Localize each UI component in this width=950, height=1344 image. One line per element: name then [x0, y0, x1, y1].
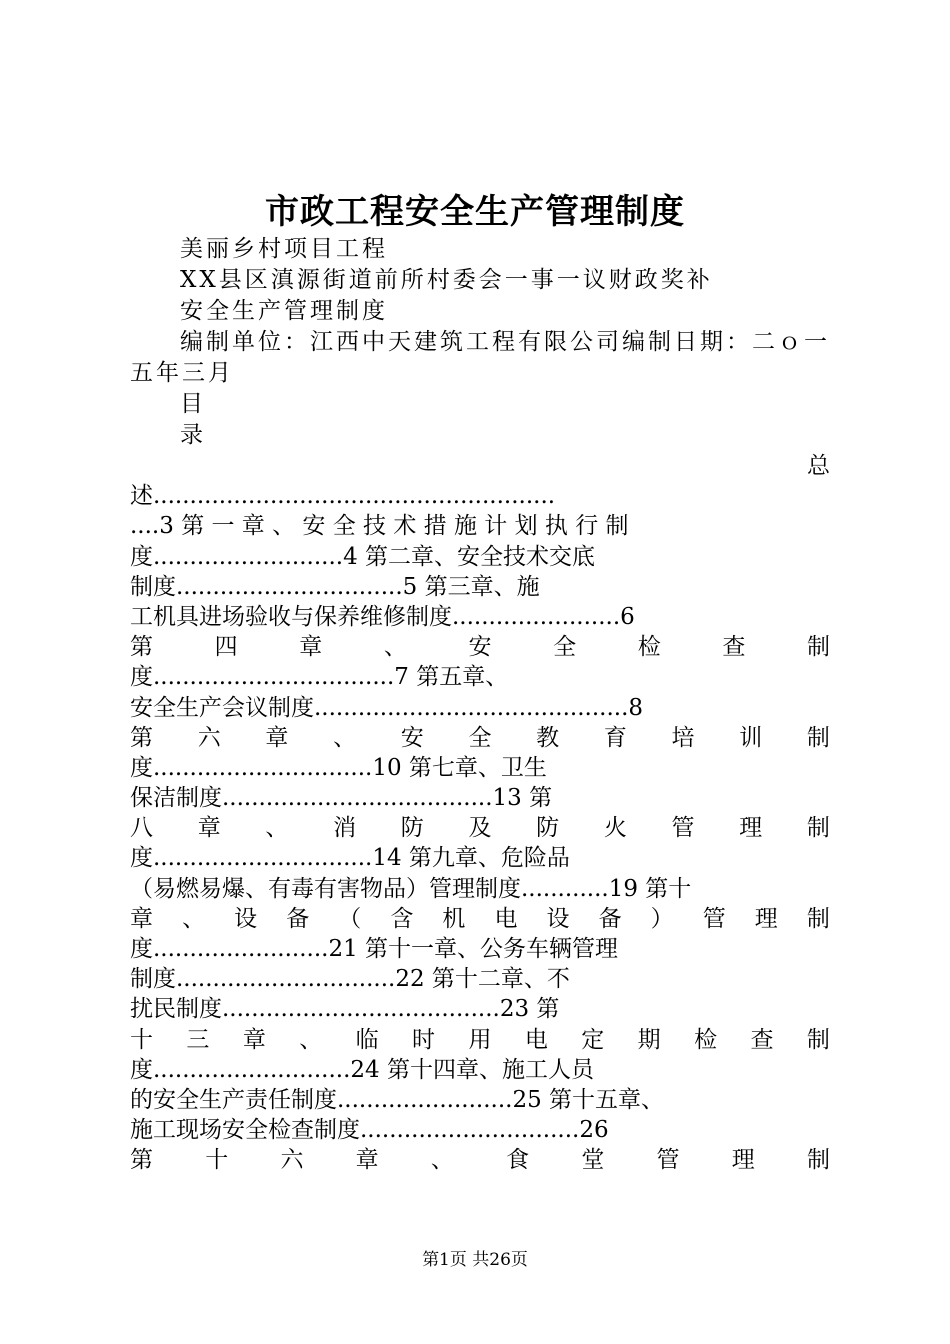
toc-line: 度..........................4 第二章、安全技术交底 — [130, 543, 596, 570]
toc-token: 六 — [280, 1147, 304, 1174]
toc-heading-part2: 录 — [180, 422, 206, 448]
toc-token: 十 — [205, 1147, 229, 1174]
toc-line: 度...........................24 第十四章、施工人员 — [130, 1056, 594, 1083]
toc-token: 查 — [750, 1026, 774, 1053]
toc-token: 、 — [430, 1147, 454, 1174]
toc-token: 检 — [694, 1026, 718, 1053]
project-location: XX县区滇源街道前所村委会一事一议财政奖补 — [180, 267, 713, 293]
toc-line: （易燃易爆、有毒有害物品）管理制度............19 第十 — [130, 875, 692, 902]
document-subtitle: 安全生产管理制度 — [180, 298, 388, 324]
toc-token: 备 — [598, 905, 622, 932]
toc-line: 施工现场安全检查制度..............................26 — [130, 1117, 609, 1144]
toc-token: 火 — [603, 815, 627, 842]
toc-token: 、 — [265, 815, 289, 842]
toc-line: 总 — [807, 453, 830, 479]
toc-line: 工机具进场验收与保养维修制度.......................6 — [130, 603, 635, 630]
toc-token: 设 — [546, 905, 570, 932]
toc-token: ） — [650, 905, 674, 932]
toc-token: 临 — [355, 1026, 379, 1053]
toc-token: 消 — [333, 815, 357, 842]
toc-heading-part1: 目 — [180, 391, 206, 417]
toc-token: 全 — [468, 724, 492, 751]
toc-token: 章 — [299, 634, 323, 661]
toc-token: 理 — [754, 905, 778, 932]
toc-token: 时 — [412, 1026, 436, 1053]
toc-line: 度..............................10 第七章、卫生 — [130, 754, 547, 781]
toc-token: 十 — [130, 1026, 153, 1053]
table-of-contents — [130, 451, 830, 1176]
toc-token: 育 — [603, 724, 627, 751]
toc-token: 用 — [468, 1026, 492, 1053]
toc-token: 防 — [400, 815, 424, 842]
toc-line — [130, 632, 830, 662]
toc-token: 食 — [506, 1147, 530, 1174]
toc-token: 电 — [494, 905, 518, 932]
toc-token: 第 — [130, 724, 153, 751]
toc-token: 、 — [182, 905, 206, 932]
toc-token: 第 — [130, 1147, 153, 1174]
toc-token: 章 — [242, 1026, 266, 1053]
toc-line: 安全生产会议制度...........................................8 — [130, 694, 644, 721]
toc-token: 管 — [702, 905, 726, 932]
toc-line: 扰民制度......................................23 第 — [130, 996, 560, 1023]
toc-line: 度..............................14 第九章、危险品 — [130, 845, 570, 872]
toc-line: 度.................................7 第五章、 — [130, 664, 509, 691]
toc-token: 六 — [197, 724, 221, 751]
toc-token: 制 — [806, 724, 830, 751]
toc-token: 章 — [197, 815, 221, 842]
toc-token: 检 — [637, 634, 661, 661]
toc-line — [130, 813, 830, 843]
toc-line: 制度...............................5 第三章、施 — [130, 573, 540, 600]
compile-date-continued: 五年三月 — [130, 360, 234, 386]
compiler-info: 编制单位：江西中天建筑工程有限公司编制日期：二ｏ一 — [180, 329, 830, 355]
toc-token: 定 — [581, 1026, 605, 1053]
toc-line: 述....................................................... — [130, 483, 556, 510]
toc-line: 度........................21 第十一章、公务车辆管理 — [130, 936, 619, 962]
toc-token: 安 — [400, 724, 424, 751]
toc-token: 、 — [383, 634, 407, 661]
page-footer: 第1页 共26页 — [422, 1250, 528, 1270]
toc-token: 三 — [186, 1026, 210, 1053]
toc-line: 保洁制度.....................................13 第 — [130, 785, 553, 812]
toc-token: 安 — [468, 634, 492, 661]
toc-line — [130, 904, 830, 934]
toc-token: 堂 — [581, 1147, 605, 1174]
toc-line: 制度..............................22 第十二章、不 — [130, 966, 570, 993]
toc-token: （ — [338, 905, 362, 932]
toc-token: 查 — [722, 634, 746, 661]
toc-token: 第 — [130, 634, 153, 661]
toc-token: 制 — [806, 1026, 830, 1053]
toc-token: 管 — [671, 815, 695, 842]
toc-token: 电 — [524, 1026, 548, 1053]
toc-token: 制 — [806, 905, 830, 932]
toc-token: 四 — [214, 634, 238, 661]
toc-token: 防 — [536, 815, 560, 842]
project-name: 美丽乡村项目工程 — [180, 236, 388, 262]
toc-token: 备 — [286, 905, 310, 932]
toc-token: 训 — [739, 724, 763, 751]
intro-section — [130, 234, 830, 451]
toc-token: 制 — [806, 815, 830, 842]
document-title: 市政工程安全生产管理制度 — [265, 192, 685, 232]
toc-token: 章 — [265, 724, 289, 751]
toc-token: 及 — [468, 815, 492, 842]
toc-token: 制 — [806, 1147, 830, 1174]
toc-token: 、 — [333, 724, 357, 751]
toc-token: 期 — [637, 1026, 661, 1053]
toc-token: 全 — [553, 634, 577, 661]
toc-token: 理 — [731, 1147, 755, 1174]
toc-line — [130, 1145, 830, 1175]
toc-token: 制 — [807, 634, 830, 661]
toc-line — [130, 1025, 830, 1055]
toc-token: 理 — [739, 815, 763, 842]
toc-line: 的安全生产责任制度........................25 第十五章、 — [130, 1086, 665, 1113]
toc-token: 章 — [355, 1147, 379, 1174]
toc-token: 含 — [390, 905, 414, 932]
toc-token: 章 — [130, 905, 153, 932]
toc-token: 八 — [130, 815, 153, 842]
toc-line: ....3 第 一 章 、 安 全 技 术 措 施 计 划 执 行 制 — [130, 513, 629, 540]
toc-token: 教 — [536, 724, 560, 751]
toc-line — [130, 723, 830, 753]
toc-token: 培 — [671, 724, 695, 751]
toc-token: 、 — [299, 1026, 323, 1053]
toc-token: 设 — [234, 905, 258, 932]
toc-token: 管 — [656, 1147, 680, 1174]
toc-token: 机 — [442, 905, 466, 932]
